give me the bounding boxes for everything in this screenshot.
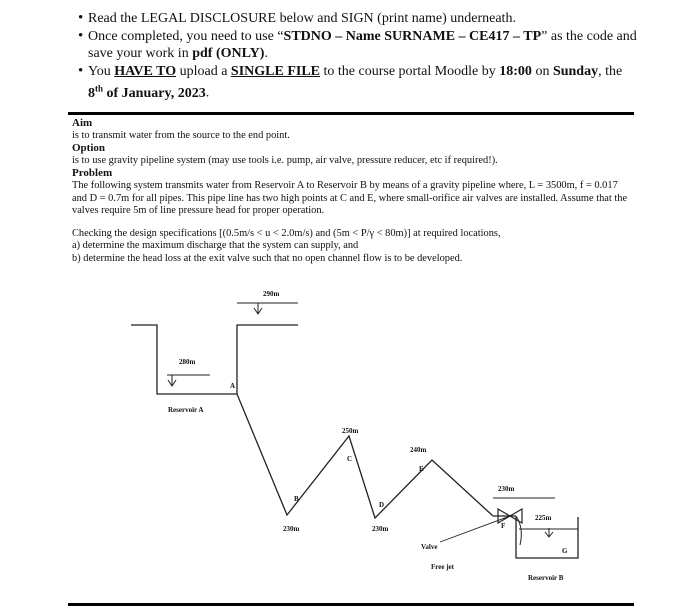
task-b: b) determine the head loss at the exit valve such that no open channel flow is to be developed. — [72, 252, 463, 264]
instruction-naming-post: . — [264, 46, 268, 61]
label-d: D — [379, 501, 385, 509]
check-text: Checking the design specifications [(0.5m/s < u < 2.0m/s) and (5m < P/γ < 80m)] at required locations, — [72, 227, 501, 239]
problem-text: The following system transmits water from Reservoir A to Reservoir B by means of a gravity pipeline where, L = 3500m, f = 0.017 and D = 0.7m for all pipes. This pipe line has two high points at C and E, where small-orifice air valves are installed. Assume that the valves require 5m of line pressure head for proper operation. — [72, 179, 628, 217]
label-240: 240m — [410, 446, 427, 454]
label-e: E — [419, 465, 424, 473]
label-230-d: 230m — [372, 525, 389, 533]
valve-pointer — [440, 516, 510, 542]
label-valve: Valve — [421, 543, 438, 551]
instruction-upload-mid4: , the — [598, 63, 623, 79]
single-file-emphasis: SINGLE FILE — [230, 63, 321, 79]
label-250: 250m — [342, 427, 359, 435]
file-code-format: STDNO – Name SURNAME – CE417 – TP — [283, 28, 542, 44]
deadline-date-number: 8 — [88, 85, 95, 101]
task-a: a) determine the maximum discharge that the system can supply, and — [72, 240, 359, 252]
instruction-naming-mid: ” as the code and save your work in — [88, 28, 637, 61]
label-reservoir-b: Reservoir B — [528, 574, 564, 582]
instruction-upload-mid2: to the course portal Moodle by — [320, 63, 500, 79]
file-format: pdf (ONLY) — [192, 46, 265, 61]
label-f: F — [501, 522, 506, 530]
deadline-day: Sunday — [552, 63, 599, 79]
instruction-naming-pre: Once completed, you need to use “ — [88, 28, 284, 44]
label-225: 225m — [535, 514, 552, 522]
label-free-jet: Free jet — [431, 563, 454, 571]
label-230-f: 230m — [498, 485, 515, 493]
label-g: G — [562, 547, 568, 555]
aim-text: is to transmit water from the source to the end point. — [72, 129, 290, 141]
label-290: 290m — [263, 290, 280, 298]
bottom-divider — [68, 603, 634, 606]
label-230-b: 230m — [283, 525, 300, 533]
option-heading: Option — [72, 142, 106, 155]
instruction-upload-post: . — [205, 85, 210, 101]
aim-heading: Aim — [72, 117, 93, 129]
problem-heading: Problem — [72, 167, 113, 180]
deadline-date-rest: of January, 2023 — [103, 85, 206, 101]
option-text: is to use gravity pipeline system (may use tools i.e. pump, air valve, pressure reducer, etc if required!). — [72, 154, 498, 166]
label-c: C — [347, 455, 353, 463]
deadline-time: 18:00 — [499, 63, 532, 79]
pipeline — [237, 394, 493, 518]
instruction-upload-mid1: upload a — [176, 63, 231, 79]
instruction-upload-mid3: on — [531, 63, 553, 79]
instruction-sign-text: Read the LEGAL DISCLOSURE below and SIGN (print name) underneath. — [88, 11, 516, 26]
reservoir-b-tank — [516, 517, 578, 558]
label-280: 280m — [179, 358, 196, 366]
deadline-date-suffix: th — [95, 83, 104, 93]
reservoir-a-tank — [131, 325, 298, 394]
instruction-upload-pre: You — [88, 63, 115, 79]
label-reservoir-a: Reservoir A — [168, 406, 204, 414]
label-a: A — [230, 382, 236, 390]
label-b: B — [294, 495, 299, 503]
must-emphasis: HAVE TO — [114, 63, 177, 79]
